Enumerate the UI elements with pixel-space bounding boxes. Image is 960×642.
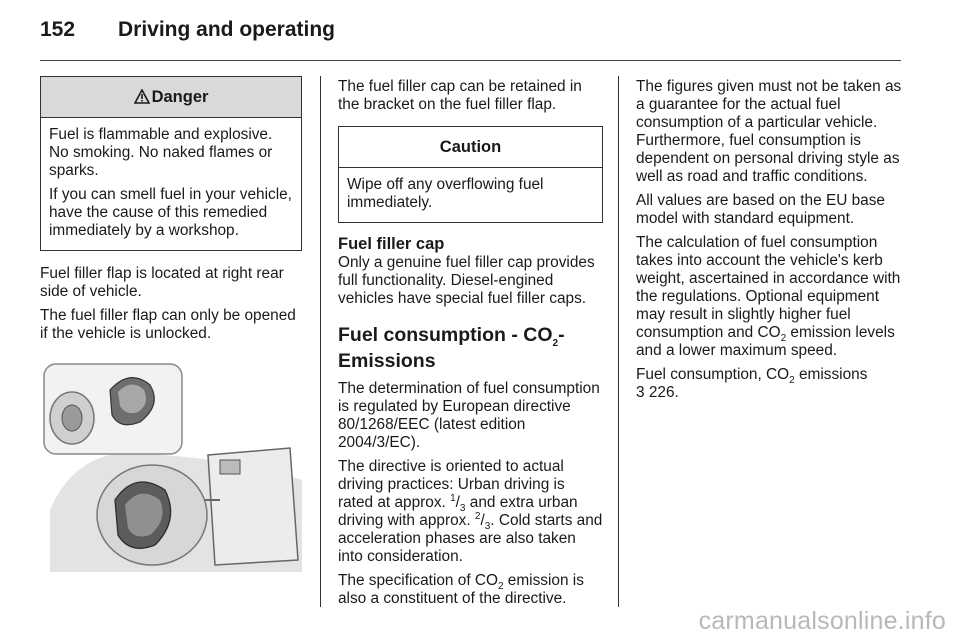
paragraph: The specification of $CO_2$ emission is also a constituent of the directive. — [338, 572, 584, 607]
paragraph: The figures given must not be taken as a guarantee for the actual fuel consumption of a particular vehicle. Furthermore, fuel consumption is dependent on personal driving style as well as road and traffic conditions. — [636, 78, 902, 185]
watermark: carmanualsonline.info — [698, 607, 946, 635]
section-title: Driving and operating — [118, 18, 336, 41]
section-heading: Fuel filler cap — [338, 235, 445, 253]
paragraph: Only a genuine fuel filler cap provides full functionality. Diesel-engined vehicles have special fuel filler caps. — [338, 254, 595, 307]
caution-box — [338, 126, 603, 223]
paragraph: Fuel consumption, $CO_2$ emissions 3 226. — [636, 366, 868, 401]
paragraph: The fuel filler flap can only be opened if the vehicle is unlocked. — [40, 307, 296, 342]
column-divider — [320, 76, 321, 607]
paragraph: Fuel filler flap is located at right rear side of vehicle. — [40, 265, 284, 300]
header-divider — [40, 60, 901, 61]
column-2 — [338, 78, 603, 614]
danger-header — [41, 77, 301, 118]
section-heading: Fuel consumption - $CO_2-$ Emissions — [338, 324, 565, 372]
column-divider — [618, 76, 619, 607]
paragraph: The directive is oriented to actual driving practices: Urban driving is rated at approx. $^1/_3$ and extra urban driving with approx. $^2/_3$. Cold starts and acceleration phases are also taken into consideration. — [338, 458, 603, 565]
paragraph: The determination of fuel consumption is regulated by European directive 80/1268/EEC (latest edition 2004/3/EC). — [338, 380, 600, 451]
danger-text: If you can smell fuel in your vehicle, have the cause of this remedied immediately by a workshop. — [49, 186, 292, 239]
caution-header: Caution — [339, 127, 602, 168]
page-reference-link[interactable]: 3 226. — [636, 384, 679, 401]
reference-arrow-icon: 3 — [636, 384, 645, 401]
danger-text: Fuel is flammable and explosive. No smoking. No naked flames or sparks. — [49, 126, 273, 179]
danger-label: Danger — [151, 88, 209, 106]
paragraph: The calculation of fuel consumption takes into account the vehicle's kerb weight, ascertained in accordance with the regulations. Optional equipment may result in slightly higher fuel consumption and $CO_2$ emission levels and a lower maximum speed. — [636, 234, 901, 359]
column-3 — [636, 78, 902, 408]
fuel-filler-flap-illustration — [40, 360, 302, 572]
paragraph: The fuel filler cap can be retained in the bracket on the fuel filler flap. — [338, 78, 582, 113]
paragraph: All values are based on the EU base model with standard equipment. — [636, 192, 885, 227]
page-number: 152 — [40, 18, 76, 41]
danger-box — [40, 76, 302, 251]
caution-text: Wipe off any overflowing fuel immediately. — [347, 176, 544, 211]
column-1 — [40, 76, 302, 349]
warning-triangle-icon — [134, 89, 150, 104]
